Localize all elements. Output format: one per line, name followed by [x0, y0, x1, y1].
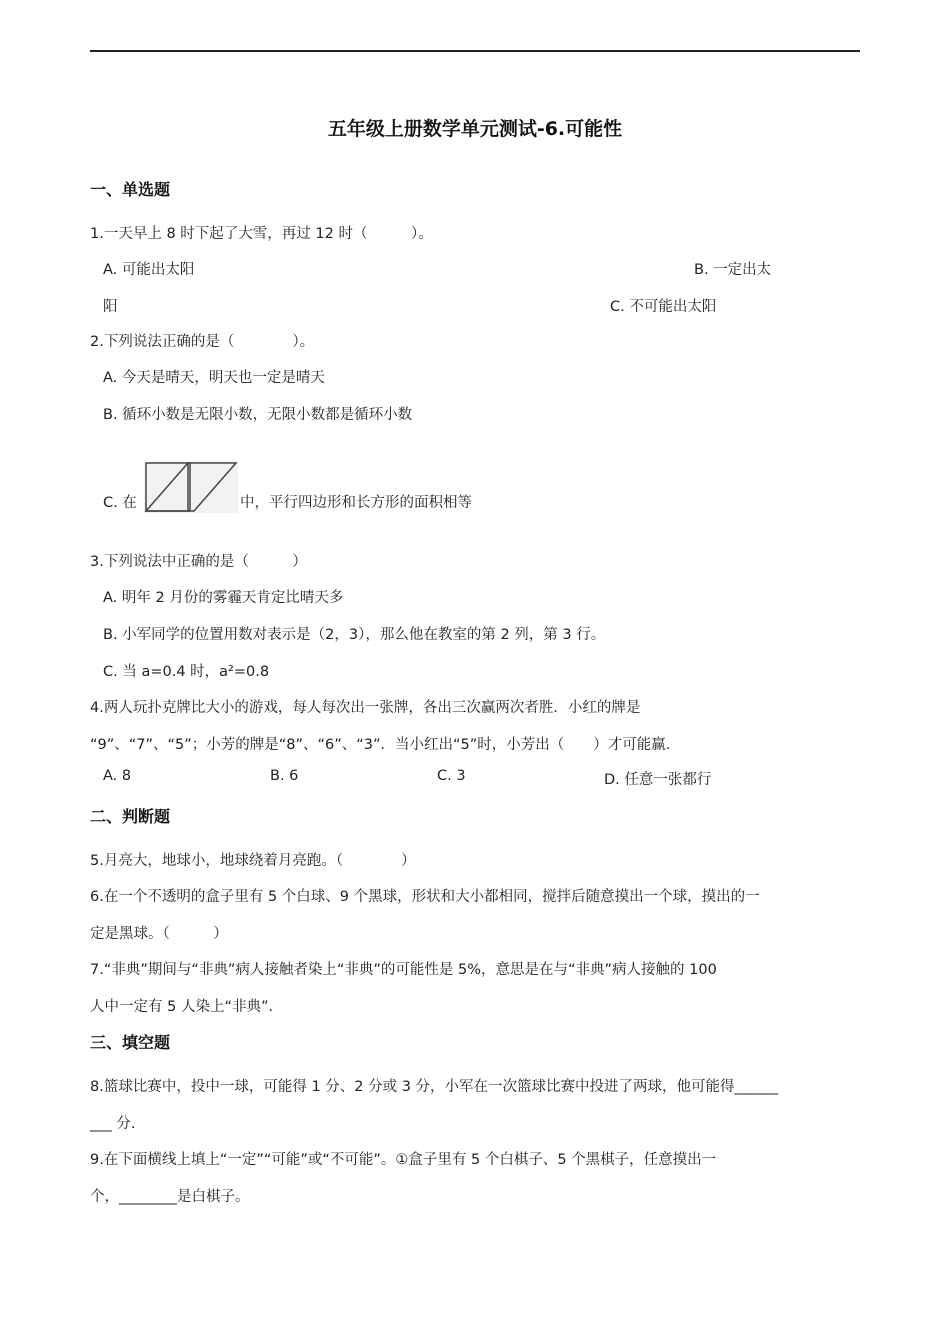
question-4-stem-line-1: 4.两人玩扑克牌比大小的游戏，每人每次出一张牌，各出三次赢两次者胜．小红的牌是 — [90, 700, 641, 716]
question-1-option-a[interactable]: A. 可能出太阳 — [103, 262, 195, 278]
question-3-option-a[interactable]: A. 明年 2 月份的雾霾天肯定比晴天多 — [103, 590, 344, 606]
question-1-option-b[interactable]: B. 一定出太 — [694, 262, 772, 278]
question-4-option-d[interactable]: D. 任意一张都行 — [604, 772, 712, 788]
question-1-option-b-continued: 阳 — [103, 299, 118, 315]
page-title: 五年级上册数学单元测试-6.可能性 — [327, 118, 623, 140]
question-3-option-c[interactable]: C. 当 a=0.4 时，a²=0.8 — [103, 664, 270, 680]
question-6-line-1: 6.在一个不透明的盒子里有 5 个白球、9 个黑球，形状和大小都相同，搅拌后随意摸出一个球，摸出的一 — [90, 889, 760, 905]
question-2-option-a[interactable]: A. 今天是晴天，明天也一定是晴天 — [103, 370, 325, 386]
question-5-text: 5.月亮大，地球小，地球绕着月亮跑。（ ） — [90, 853, 416, 869]
question-7-line-1: 7.“非典”期间与“非典”病人接触者染上“非典”的可能性是 5%，意思是在与“非典”病人接触的 100 — [90, 962, 717, 978]
question-2-option-b[interactable]: B. 循环小数是无限小数，无限小数都是循环小数 — [103, 407, 413, 423]
question-9-line-1: 9.在下面横线上填上“一定”“可能”或“不可能”。①盒子里有 5 个白棋子、5 个黑棋子，任意摸出一 — [90, 1152, 717, 1168]
question-4-stem-line-2: “9”、“7”、“5”；小芳的牌是“8”、“6”、“3”．当小红出“5”时，小芳出（ ）才可能赢． — [90, 737, 681, 753]
question-8-line-1: 8.篮球比赛中，投中一球，可能得 1 分、2 分或 3 分，小军在一次篮球比赛中投进了两球，他可能得______ — [90, 1079, 779, 1095]
top-rule — [90, 50, 860, 52]
question-6-line-2: 定是黑球。（ ） — [90, 926, 228, 942]
question-4-option-c[interactable]: C. 3 — [437, 768, 466, 784]
question-1-option-c[interactable]: C. 不可能出太阳 — [610, 299, 717, 315]
section-heading-fill-in: 三、填空题 — [90, 1033, 171, 1052]
parallelogram-rectangle-figure — [144, 461, 238, 513]
question-7-line-2: 人中一定有 5 人染上“非典”． — [90, 999, 283, 1015]
question-3-option-b[interactable]: B. 小军同学的位置用数对表示是（2，3），那么他在教室的第 2 列，第 3 行。 — [103, 627, 606, 643]
question-2-option-c-text: 中，平行四边形和长方形的面积相等 — [240, 495, 472, 511]
section-heading-true-false: 二、判断题 — [90, 807, 171, 826]
question-1-stem: 1.一天早上 8 时下起了大雪，再过 12 时（ ）。 — [90, 226, 433, 242]
question-4-option-a[interactable]: A. 8 — [103, 768, 132, 784]
question-2-option-c-prefix[interactable]: C. 在 — [103, 495, 137, 511]
section-heading-single-choice: 一、单选题 — [90, 180, 171, 199]
question-3-stem: 3.下列说法中正确的是（ ） — [90, 554, 307, 570]
question-2-stem: 2.下列说法正确的是（ ）。 — [90, 334, 315, 350]
question-9-line-2: 个，________是白棋子。 — [90, 1189, 250, 1205]
question-4-option-b[interactable]: B. 6 — [270, 768, 299, 784]
question-8-line-2: ___ 分. — [90, 1116, 136, 1132]
